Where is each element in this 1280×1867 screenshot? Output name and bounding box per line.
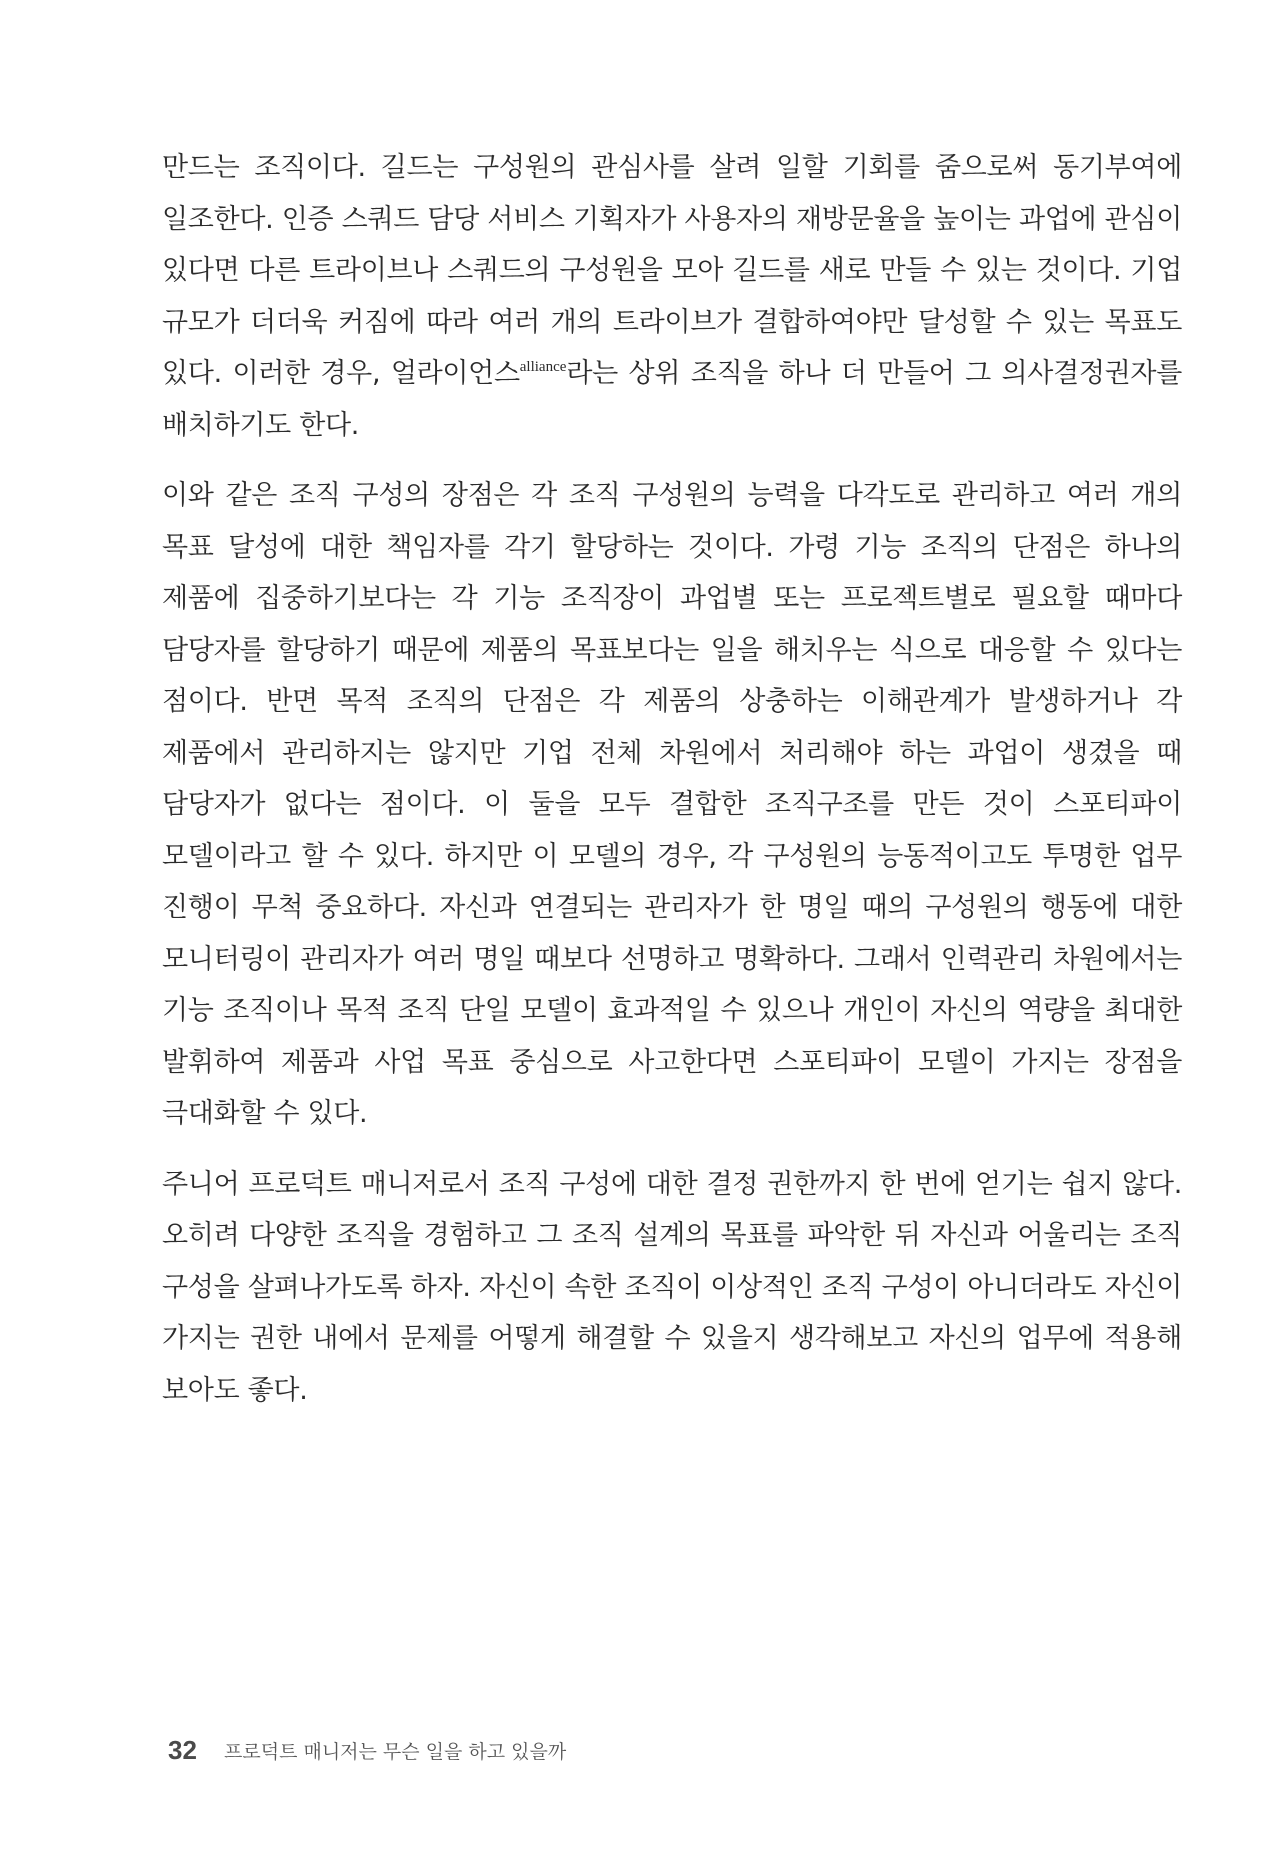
- running-title: 프로덕트 매니저는 무슨 일을 하고 있을까: [224, 1741, 567, 1763]
- page-number: 32: [168, 1735, 197, 1765]
- page-footer: [168, 1735, 566, 1766]
- body-paragraph: [162, 142, 1182, 451]
- body-paragraph: 주니어 프로덕트 매니저로서 조직 구성에 대한 결정 권한까지 한 번에 얻기는 쉽지 않다. 오히려 다양한 조직을 경험하고 그 조직 설계의 목표를 파악한 뒤 자신과 어울리는 조직 구성을 살펴나가도록 하자. 자신이 속한 조직이 이상적인 조직 구성이 아니더라도 자신이 가지는 권한 내에서 문제를 어떻게 해결할 수 있을지 생각해보고 자신의 업무에 적용해 보아도 좋다.: [162, 1168, 1182, 1406]
- body-paragraph: 이와 같은 조직 구성의 장점은 각 조직 구성원의 능력을 다각도로 관리하고 여러 개의 목표 달성에 대한 책임자를 각기 할당하는 것이다. 가령 기능 조직의 단점은 하나의 제품에 집중하기보다는 각 기능 조직장이 과업별 또는 프로젝트별로 필요할 때마다 담당자를 할당하기 때문에 제품의 목표보다는 일을 해치우는 식으로 대응할 수 있다는 점이다. 반면 목적 조직의 단점은 각 제품의 상충하는 이해관계가 발생하거나 각 제품에서 관리하지는 않지만 기업 전체 차원에서 처리해야 하는 과업이 생겼을 때 담당자가 없다는 점이다. 이 둘을 모두 결합한 조직구조를 만든 것이 스포티파이 모델이라고 할 수 있다. 하지만 이 모델의 경우, 각 구성원의 능동적이고도 투명한 업무 진행이 무척 중요하다. 자신과 연결되는 관리자가 한 명일 때의 구성원의 행동에 대한 모니터링이 관리자가 여러 명일 때보다 선명하고 명확하다. 그래서 인력관리 차원에서는 기능 조직이나 목적 조직 단일 모델이 효과적일 수 있으나 개인이 자신의 역량을 최대한 발휘하여 제품과 사업 목표 중심으로 사고한다면 스포티파이 모델이 가지는 장점을 극대화할 수 있다.: [162, 480, 1182, 1129]
- english-gloss: alliance: [519, 359, 567, 375]
- paragraph-text: 라는 상위 조직을 하나 더 만들어 그 의사결정권자를 배치하기도 한다.: [162, 358, 1182, 441]
- page-body: [162, 142, 1182, 1416]
- paragraph-text: 만드는 조직이다. 길드는 구성원의 관심사를 살려 일할 기회를 줌으로써 동기부여에 일조한다. 인증 스쿼드 담당 서비스 기획자가 사용자의 재방문율을 높이는 과업에 관심이 있다면 다른 트라이브나 스쿼드의 구성원을 모아 길드를 새로 만들 수 있는 것이다. 기업 규모가 더더욱 커짐에 따라 여러 개의 트라이브가 결합하여야만 달성할 수 있는 목표도 있다. 이러한 경우, 얼라이언스: [162, 152, 1182, 389]
